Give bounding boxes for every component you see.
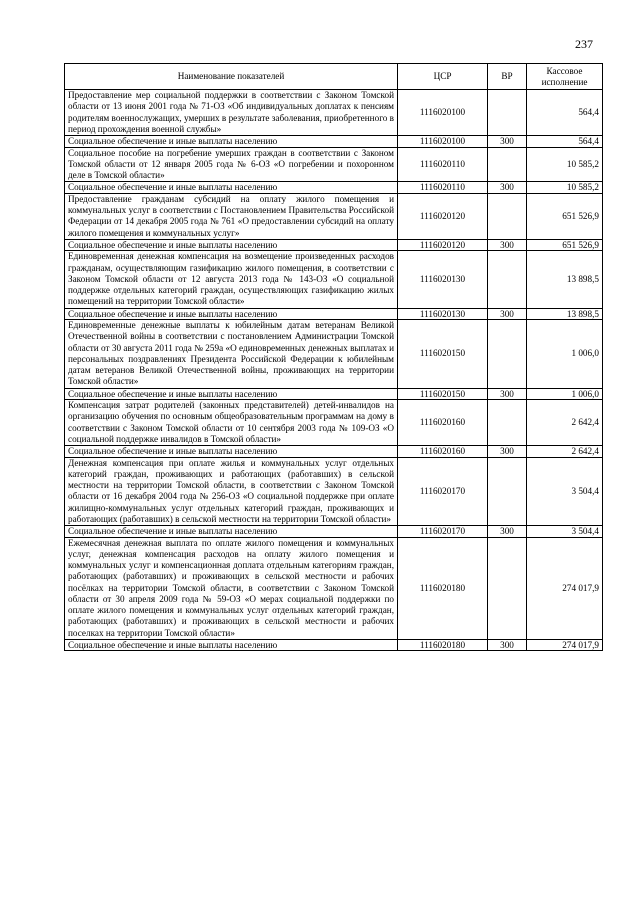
row-name: Предоставление мер социальной поддержки в соответствии с Законом Томской области от 13 июня 2001 года № 71-ОЗ «Об индивидуальных доплатах к пенсиям родителям военнослужащих, умерших в результате заболевания, приобретенного в период прохождения военной службы» — [65, 90, 398, 136]
header-vr: ВР — [488, 64, 527, 90]
page-number: 237 — [575, 37, 593, 51]
budget-table — [64, 63, 603, 651]
row-amount: 3 504,4 — [527, 457, 603, 526]
row-name: Единовременная денежная компенсация на возмещение произведенных расходов гражданам, осуществляющим газификацию жилого помещения, в соответствии с Законом Томской области от 12 августа 2013 года № 143-ОЗ «О социальной поддержке отдельных категорий граждан, осуществляющих газификацию жилых помещений на территории Томской области» — [65, 251, 398, 308]
row-csr: 1116020110 — [398, 182, 488, 194]
header-csr: ЦСР — [398, 64, 488, 90]
row-name: Социальное обеспечение и иные выплаты населению — [65, 446, 398, 458]
row-csr: 1116020180 — [398, 639, 488, 651]
table-row — [65, 537, 603, 639]
row-csr: 1116020100 — [398, 136, 488, 148]
table-row — [65, 457, 603, 526]
row-csr: 1116020150 — [398, 320, 488, 389]
row-name: Компенсация затрат родителей (законных представителей) детей-инвалидов на организацию обучения по основным общеобразовательным программам на дому в соответствии с Законом Томской области от 10 сентября 2003 года № 109-ОЗ «О социальной поддержке инвалидов в Томской области» — [65, 400, 398, 446]
row-amount: 1 006,0 — [527, 320, 603, 389]
table-header-row — [65, 64, 603, 90]
row-name: Ежемесячная денежная выплата по оплате жилого помещения и коммунальных услуг, денежная компенсация расходов на оплату жилого помещения и коммунальных услуг и компенсационная доплата отдельным категориям граждан, работающих (работавших) и проживающих в сельской местности и рабочих посёлках на территории Томской области, в соответствии с Законом Томской области от 30 апреля 2009 года № 59-ОЗ «О мерах социальной поддержки по оплате жилого помещения и коммунальных услуг отдельных категорий граждан, работающих (работавших) и проживающих в сельской местности и рабочих поселках на территории Томской области» — [65, 537, 398, 639]
row-csr: 1116020160 — [398, 400, 488, 446]
table-row — [65, 251, 603, 308]
table-row — [65, 182, 603, 194]
table-row — [65, 136, 603, 148]
row-csr: 1116020130 — [398, 251, 488, 308]
row-vr: 300 — [488, 182, 527, 194]
row-csr: 1116020180 — [398, 537, 488, 639]
row-amount: 564,4 — [527, 136, 603, 148]
row-name: Социальное обеспечение и иные выплаты населению — [65, 639, 398, 651]
row-amount: 1 006,0 — [527, 388, 603, 400]
row-vr: 300 — [488, 639, 527, 651]
row-amount: 651 526,9 — [527, 239, 603, 251]
row-amount: 651 526,9 — [527, 193, 603, 239]
row-csr: 1116020170 — [398, 526, 488, 538]
row-amount: 274 017,9 — [527, 537, 603, 639]
row-name: Социальное обеспечение и иные выплаты населению — [65, 239, 398, 251]
row-csr: 1116020120 — [398, 239, 488, 251]
row-vr — [488, 457, 527, 526]
row-vr: 300 — [488, 388, 527, 400]
row-csr: 1116020170 — [398, 457, 488, 526]
row-csr: 1116020120 — [398, 193, 488, 239]
table-row — [65, 239, 603, 251]
row-csr: 1116020160 — [398, 446, 488, 458]
row-vr — [488, 537, 527, 639]
row-csr: 1116020150 — [398, 388, 488, 400]
row-name: Социальное обеспечение и иные выплаты населению — [65, 136, 398, 148]
row-name: Социальное обеспечение и иные выплаты населению — [65, 182, 398, 194]
table-row — [65, 400, 603, 446]
row-vr — [488, 90, 527, 136]
row-csr: 1116020100 — [398, 90, 488, 136]
row-vr — [488, 251, 527, 308]
row-amount: 10 585,2 — [527, 147, 603, 182]
table-row — [65, 90, 603, 136]
row-amount: 3 504,4 — [527, 526, 603, 538]
table-row — [65, 526, 603, 538]
row-vr: 300 — [488, 308, 527, 320]
row-vr — [488, 147, 527, 182]
table-row — [65, 639, 603, 651]
row-vr — [488, 400, 527, 446]
row-vr: 300 — [488, 526, 527, 538]
row-amount: 2 642,4 — [527, 446, 603, 458]
row-vr — [488, 193, 527, 239]
header-name: Наименование показателей — [65, 64, 398, 90]
row-csr: 1116020130 — [398, 308, 488, 320]
row-name: Предоставление гражданам субсидий на оплату жилого помещения и коммунальных услуг в соответствии с Постановлением Правительства Российской Федерации от 14 декабря 2005 года № 761 «О предоставлении субсидий на оплату жилого помещения и коммунальных услуг» — [65, 193, 398, 239]
row-csr: 1116020110 — [398, 147, 488, 182]
row-name: Социальное обеспечение и иные выплаты населению — [65, 526, 398, 538]
row-amount: 564,4 — [527, 90, 603, 136]
row-name: Социальное пособие на погребение умерших граждан в соответствии с Законом Томской области от 12 января 2005 года № 6-ОЗ «О погребении и похоронном деле в Томской области» — [65, 147, 398, 182]
row-amount: 2 642,4 — [527, 400, 603, 446]
row-name: Социальное обеспечение и иные выплаты населению — [65, 308, 398, 320]
table-row — [65, 193, 603, 239]
row-vr: 300 — [488, 239, 527, 251]
row-vr: 300 — [488, 446, 527, 458]
row-name: Социальное обеспечение и иные выплаты населению — [65, 388, 398, 400]
table-row — [65, 446, 603, 458]
row-vr: 300 — [488, 136, 527, 148]
table-row — [65, 308, 603, 320]
row-amount: 13 898,5 — [527, 251, 603, 308]
table-row — [65, 320, 603, 389]
row-name: Денежная компенсация при оплате жилья и коммунальных услуг отдельных категорий граждан, проживающих и работающих (работавших) в сельской местности на территории Томской области, в соответствии с Законом Томской области от 16 декабря 2004 года № 256-ОЗ «О социальной поддержке при оплате жилищно-коммунальных услуг отдельных категорий граждан, проживающих и работающих (работавших) в сельской местности на территории Томской области» — [65, 457, 398, 526]
table-body — [65, 90, 603, 651]
row-amount: 10 585,2 — [527, 182, 603, 194]
header-amount: Кассовое исполнение — [527, 64, 603, 90]
row-name: Единовременные денежные выплаты к юбилейным датам ветеранам Великой Отечественной войны в соответствии с постановлением Администрации Томской области от 30 августа 2011 года № 259а «О единовременных денежных выплатах и персональных поздравлениях Президента Российской Федерации к юбилейным датам ветеранов Великой Отечественной войны, проживающих на территории Томской области» — [65, 320, 398, 389]
row-vr — [488, 320, 527, 389]
table-row — [65, 388, 603, 400]
table-row — [65, 147, 603, 182]
row-amount: 13 898,5 — [527, 308, 603, 320]
row-amount: 274 017,9 — [527, 639, 603, 651]
